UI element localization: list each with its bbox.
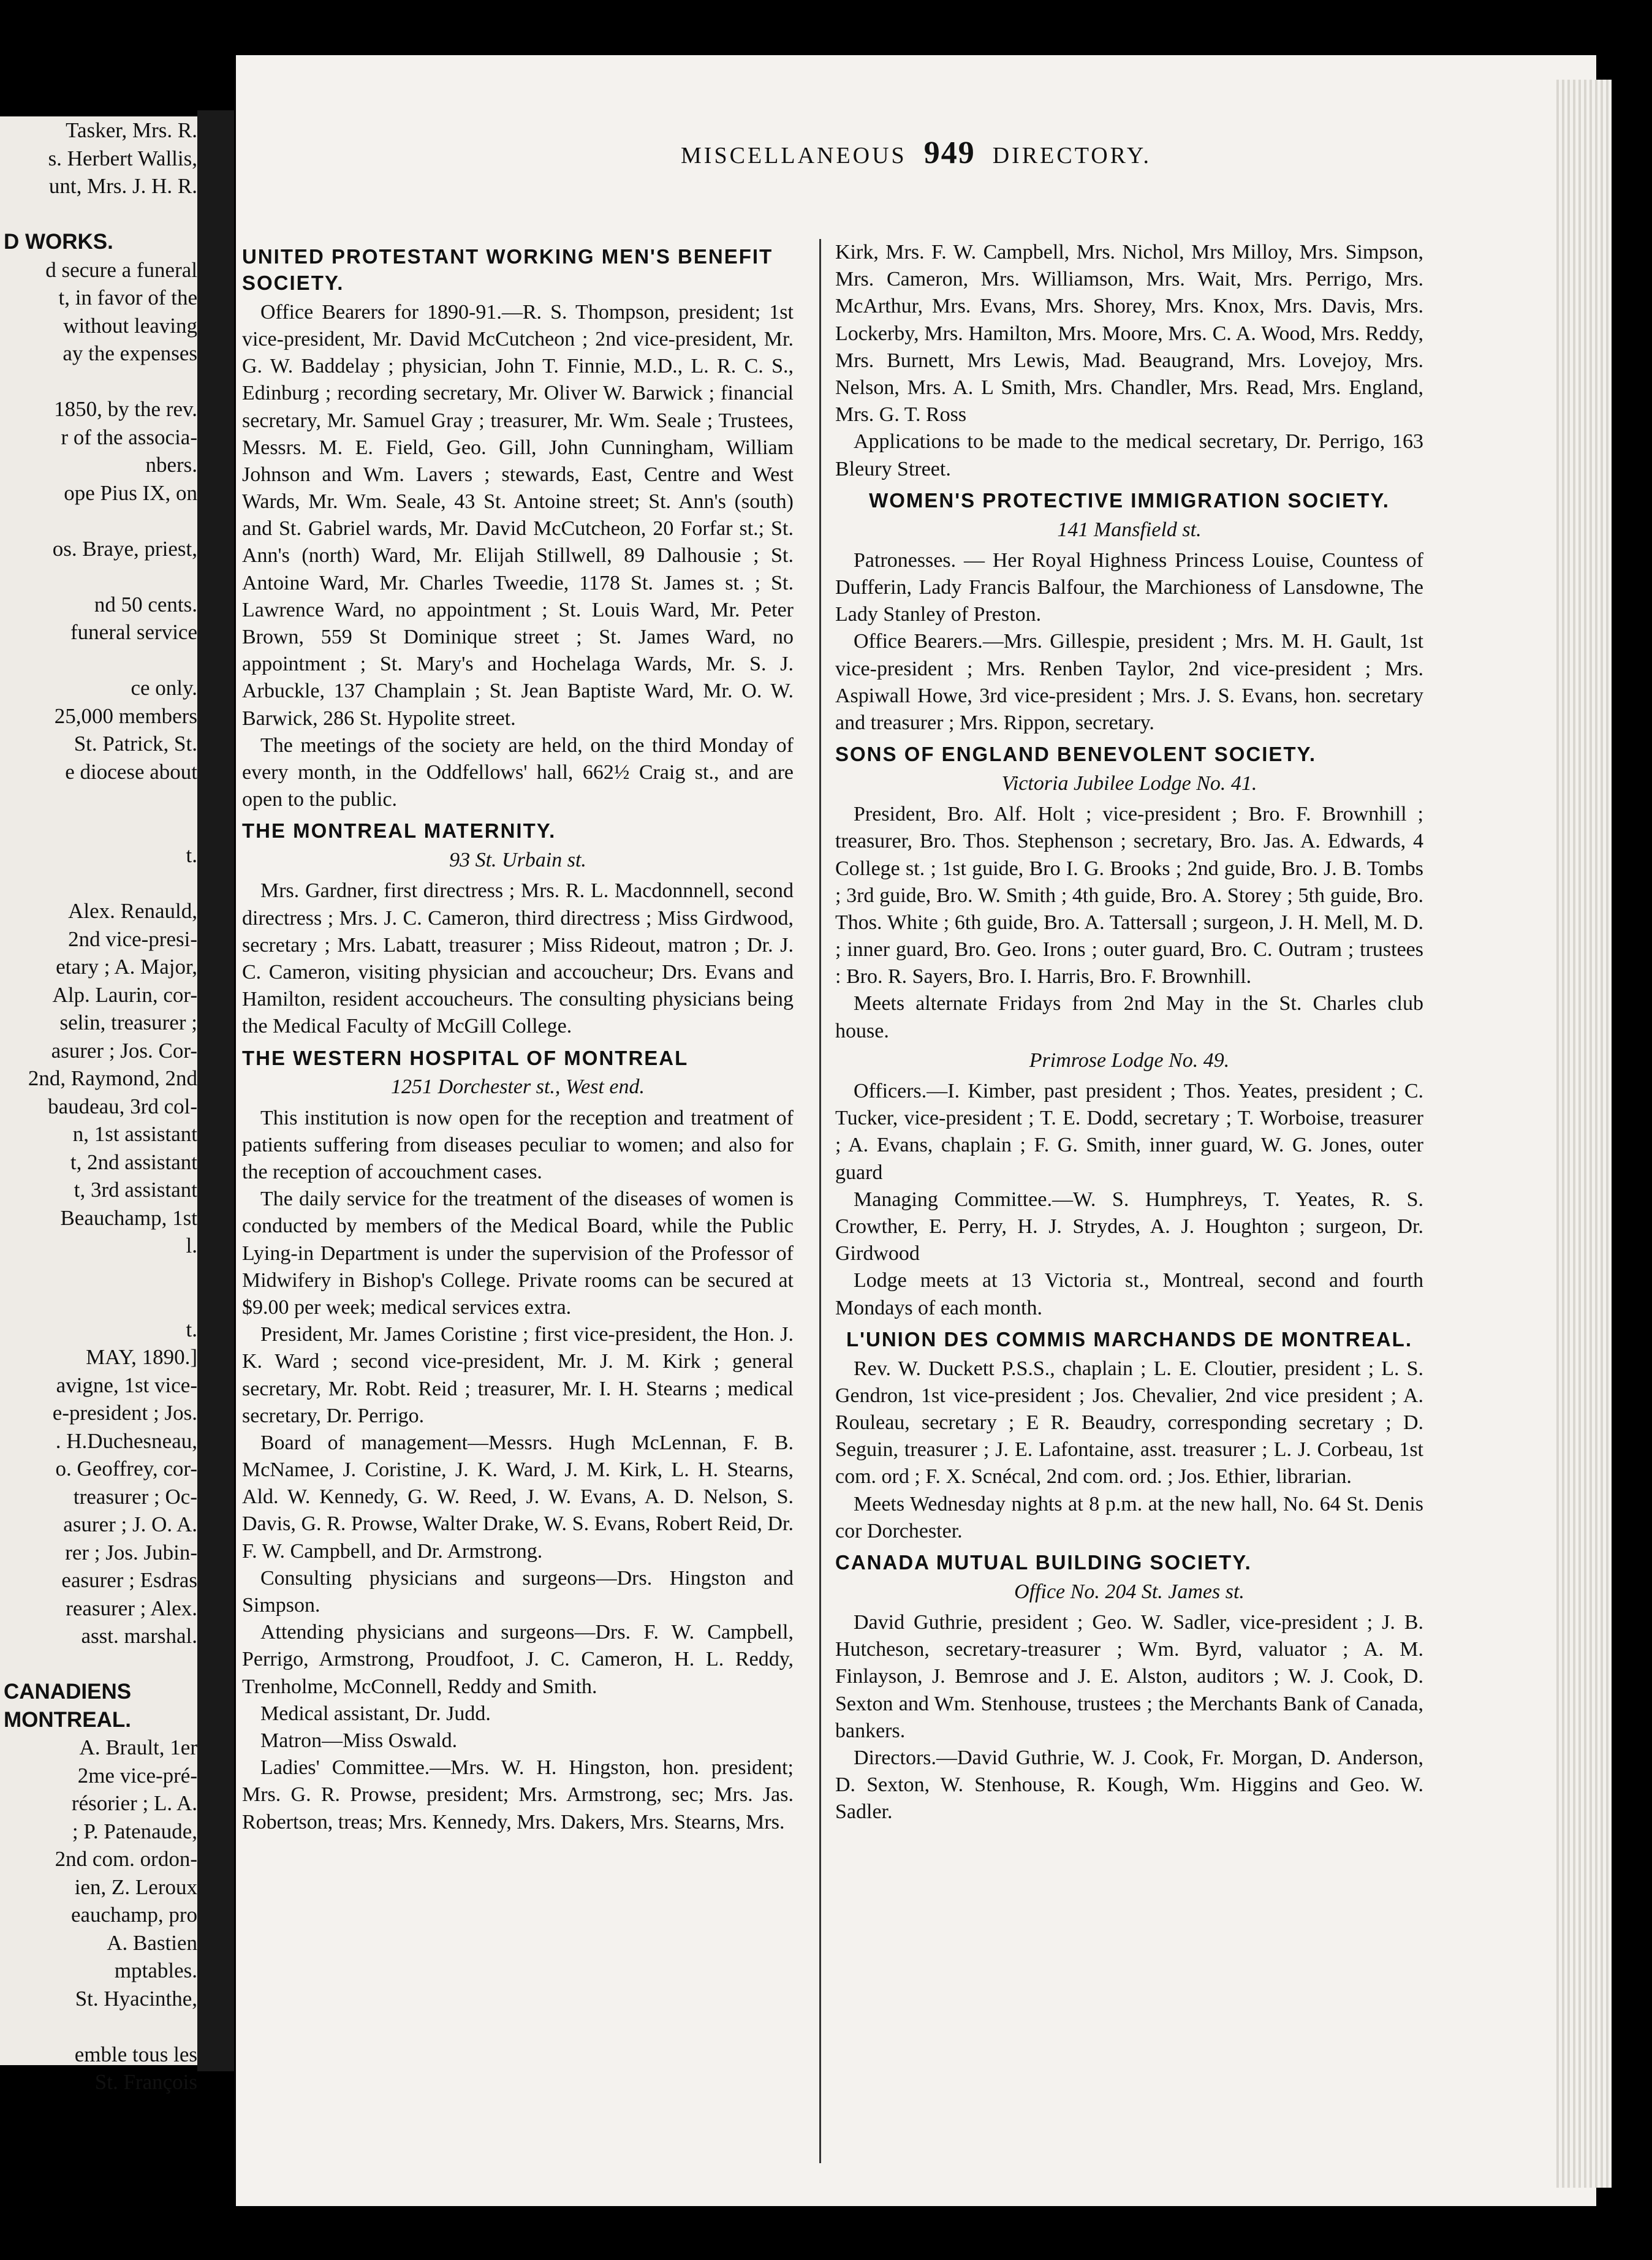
facing-page-line: asurer ; Jos. Cor-: [51, 1038, 197, 1063]
facing-page-line: emble tous les: [74, 2042, 197, 2066]
header-right: DIRECTORY.: [992, 143, 1151, 169]
section-heading: L'UNION DES COMMIS MARCHANDS DE MONTREAL.: [846, 1327, 1412, 1351]
facing-page-line: asurer ; J. O. A.: [63, 1512, 197, 1536]
facing-page-line: nbers.: [145, 453, 197, 477]
facing-page-line: 2nd vice-presi-: [68, 927, 197, 951]
facing-page-line: nd 50 cents.: [94, 592, 197, 616]
facing-page-line: . H.Duchesneau,: [55, 1428, 197, 1453]
entry-paragraph: President, Mr. James Coristine ; first vice-president, the Hon. J. K. Ward ; second vice-president, Mr. J. M. Kirk ; general secretary, Mr. Robt. Reid ; treasurer, Mr. I. H. Stearns ; medical secretary, Dr. Perrigo.: [242, 1323, 794, 1427]
entry-paragraph: Patronesses. — Her Royal Highness Princess Louise, Countess of Dufferin, Lady Francis Balfour, the Marchioness of Lansdowne, The Lady Stanley of Preston.: [835, 548, 1423, 626]
facing-page-line: without leaving: [63, 313, 197, 338]
facing-page-line: [4, 368, 197, 396]
running-header: [236, 135, 1596, 171]
facing-page-line: ien, Z. Leroux: [74, 1875, 197, 1899]
facing-page-line: n, 1st assistant: [72, 1122, 197, 1146]
facing-page-line: d secure a funeral: [45, 257, 197, 282]
entry-paragraph: Lodge meets at 13 Victoria st., Montreal, second and fourth Mondays of each month.: [835, 1269, 1423, 1319]
facing-page-line: baudeau, 3rd col-: [48, 1094, 197, 1118]
facing-page-line: ay the expenses: [63, 341, 197, 365]
facing-page-line: os. Braye, priest,: [52, 536, 197, 561]
facing-page-line: treasurer ; Oc-: [73, 1484, 197, 1509]
facing-page-line: t, in favor of the: [58, 286, 197, 309]
facing-page-line: Tasker, Mrs. R.: [66, 118, 197, 142]
header-left: MISCELLANEOUS: [681, 143, 907, 169]
facing-page-line: MONTREAL.: [4, 1707, 132, 1732]
facing-page-line: [4, 200, 197, 229]
facing-page-line: [4, 563, 197, 591]
facing-page-line: 2me vice-pré-: [77, 1763, 197, 1788]
entry-paragraph: The meetings of the society are held, on the third Monday of every month, in the Oddfellows' hall, 662½ Craig st., and are open to the public.: [242, 734, 794, 811]
facing-page-line: St. Hyacinthe,: [75, 1986, 197, 2011]
entry-paragraph: Kirk, Mrs. F. W. Campbell, Mrs. Nichol, Mrs Milloy, Mrs. Simpson, Mrs. Cameron, Mrs. Williamson, Mrs. Wait, Mrs. Perrigo, Mrs. McArthur, Mrs. Evans, Mrs. Shorey, Mrs. Knox, Mrs. Davis, Mrs. Lockerby, Mrs. Hamilton, Mrs. Moore, Mrs. C. A. Wood, Mrs. Reddy, Mrs. Burnett, Mrs Lewis, Mad. Beaugrand, Mrs. Lovejoy, Mrs. Nelson, Mrs. A. L Smith, Mrs. Chandler, Mrs. Read, Mrs. England, Mrs. G. T. Ross: [835, 241, 1423, 427]
facing-page-line: o. Geoffrey, cor-: [55, 1457, 197, 1481]
facing-page-line: A. Bastien: [107, 1930, 197, 1955]
section-address: Primrose Lodge No. 49.: [1029, 1048, 1230, 1072]
facing-page-line: avigne, 1st vice-: [56, 1373, 197, 1397]
facing-page-line: reasurer ; Alex.: [66, 1596, 197, 1620]
section-address: Victoria Jubilee Lodge No. 41.: [1001, 772, 1257, 795]
facing-page-line: funeral service: [70, 620, 197, 644]
facing-page-line: r of the associa-: [61, 425, 197, 449]
facing-page-line: easurer ; Esdras: [61, 1568, 197, 1592]
facing-page-line: e-president ; Jos.: [52, 1401, 197, 1425]
column-left: [242, 239, 794, 1836]
entry-paragraph: The daily service for the treatment of the diseases of women is conducted by members of the Medical Board, while the Public Lying-in Department is under the supervision of the Professor of Midwifery in Bishop's College. Private rooms can be secured at $9.00 per week; medical services extra.: [242, 1188, 794, 1319]
entry-paragraph: This institution is now open for the reception and treatment of patients suffering from diseases peculiar to women; and also for the reception of accouchment cases.: [242, 1106, 794, 1183]
entry-paragraph: David Guthrie, president ; Geo. W. Sadler, vice-president ; J. B. Hutcheson, secretary-treasurer ; Wm. Byrd, valuator ; A. M. Finlayson, J. Bemrose and J. E. Alston, auditors ; W. J. Cook, D. Sexton and Wm. Stenhouse, trustees ; the Merchants Bank of Canada, bankers.: [835, 1611, 1423, 1742]
directory-page: [236, 55, 1596, 2206]
facing-page-line: St. Patrick, St.: [74, 732, 197, 756]
facing-page-line: [4, 1650, 197, 1678]
entry-paragraph: Rev. W. Duckett P.S.S., chaplain ; L. E. Cloutier, president ; L. S. Gendron, 1st vice-president ; Jos. Chevalier, 2nd vice president ; A. Rouleau, secretary ; E R. Beaudry, corresponding secretary ; D. Seguin, treasurer ; J. E. Lafontaine, asst. treasurer ; L. J. Corbeau, 1st com. ord ; F. X. Scnécal, 2nd com. ord. ; Jos. Ethier, librarian.: [835, 1357, 1423, 1488]
facing-page-text: [4, 116, 197, 2096]
section-heading: SONS OF ENGLAND BENEVOLENT SOCIETY.: [835, 743, 1317, 766]
facing-page-line: D WORKS.: [4, 230, 113, 254]
entry-paragraph: Applications to be made to the medical secretary, Dr. Perrigo, 163 Bleury Street.: [835, 430, 1423, 480]
facing-page-line: [4, 2012, 197, 2041]
entry-paragraph: Attending physicians and surgeons—Drs. F. W. Campbell, Perrigo, Armstrong, Proudfoot, J. C. Cameron, H. L. Reddy, Trenholme, McConnell, Reddy and Smith.: [242, 1621, 794, 1698]
entry-paragraph: Matron—Miss Oswald.: [260, 1729, 458, 1752]
section-address: 141 Mansfield st.: [1057, 518, 1202, 541]
entry-paragraph: Consulting physicians and surgeons—Drs. Hingston and Simpson.: [242, 1566, 794, 1617]
facing-page-line: 25,000 members: [54, 703, 197, 728]
section-heading: WOMEN'S PROTECTIVE IMMIGRATION SOCIETY.: [869, 488, 1390, 512]
facing-page-line: CANADIENS: [4, 1680, 132, 1704]
entry-paragraph: Meets alternate Fridays from 2nd May in the St. Charles club house.: [835, 992, 1423, 1042]
section-address: 1251 Dorchester st., West end.: [391, 1075, 645, 1099]
facing-page-line: [4, 870, 197, 898]
entry-paragraph: Office Bearers.—Mrs. Gillespie, president ; Mrs. M. H. Gault, 1st vice-president ; Mrs. Renben Taylor, 2nd vice-president ; Mrs. Aspiwall Howe, 3rd vice-president ; Mrs. J. S. Evans, hon. secretary and treasurer ; Mrs. Rippon, secretary.: [835, 630, 1423, 734]
facing-page-line: [4, 507, 197, 535]
section-heading: UNITED PROTESTANT WORKING MEN'S BENEFIT SOCIETY.: [242, 245, 773, 294]
entry-paragraph: Mrs. Gardner, first directress ; Mrs. R. L. Macdonnnell, second directress ; Mrs. J. C. Cameron, third directress ; Miss Girdwood, secretary ; Mrs. Labatt, treasurer ; Miss Rideout, matron ; Dr. J. C. Cameron, visiting physician and accoucheur; Drs. Evans and Hamilton, resident accoucheurs. The consulting physicians being the Medical Faculty of McGill College.: [242, 879, 794, 1038]
facing-page-line: Alp. Laurin, cor-: [52, 982, 197, 1007]
entry-paragraph: Officers.—I. Kimber, past president ; Thos. Yeates, president ; C. Tucker, vice-president ; T. E. Dodd, secretary ; T. Worboise, treasurer ; A. Evans, chaplain ; F. G. Smith, inner guard, W. G. Jones, outer guard: [835, 1080, 1423, 1184]
facing-page-line: [4, 814, 197, 842]
facing-page-line: Beauchamp, 1st: [60, 1205, 197, 1230]
entry-paragraph: Managing Committee.—W. S. Humphreys, T. Yeates, R. S. Crowther, E. Perry, H. J. Strydes, A. J. Houghton ; surgeon, Dr. Girdwood: [835, 1188, 1423, 1265]
column-divider: [819, 239, 821, 2163]
column-right: [835, 239, 1423, 1826]
facing-page-line: 2nd, Raymond, 2nd: [28, 1066, 197, 1090]
facing-page-line: t, 2nd assistant: [70, 1150, 197, 1174]
entry-paragraph: Directors.—David Guthrie, W. J. Cook, Fr. Morgan, D. Anderson, D. Sexton, W. Stenhouse, R. Kough, Wm. Higgins and Geo. W. Sadler.: [835, 1746, 1423, 1824]
facing-page-line: ce only.: [131, 676, 197, 700]
entry-paragraph: Medical assistant, Dr. Judd.: [260, 1702, 491, 1725]
facing-page-line: l.: [186, 1234, 197, 1257]
entry-paragraph: Board of management—Messrs. Hugh McLennan, F. B. McNamee, J. Coristine, J. K. Ward, J. M. Kirk, L. H. Stearns, Ald. W. Kennedy, G. W. Reed, J. W. Evans, A. D. Nelson, S. Davis, G. R. Prowse, Walter Drake, W. S. Evans, Robert Reid, Dr. F. W. Campbell, and Dr. Armstrong.: [242, 1431, 794, 1563]
entry-paragraph: Ladies' Committee.—Mrs. W. H. Hingston, hon. president; Mrs. G. R. Prowse, president; Mrs. Armstrong, sec; Mrs. Jas. Robertson, treas; Mrs. Kennedy, Mrs. Dakers, Mrs. Stearns, Mrs.: [242, 1756, 794, 1833]
section-heading: CANADA MUTUAL BUILDING SOCIETY.: [835, 1550, 1252, 1574]
facing-page-line: [4, 1287, 197, 1316]
facing-page-line: eauchamp, pro: [70, 1903, 197, 1927]
facing-page-line: [4, 647, 197, 675]
page-edges: [1556, 80, 1612, 2188]
facing-page-line: [4, 1260, 197, 1288]
section-heading: THE WESTERN HOSPITAL OF MONTREAL: [242, 1046, 689, 1069]
facing-page-line: résorier ; L. A.: [71, 1791, 197, 1815]
facing-page-line: ope Pius IX, on: [64, 480, 197, 505]
facing-page-line: mptables.: [114, 1959, 197, 1982]
facing-page-line: A. Brault, 1er: [79, 1735, 197, 1759]
section-address: 93 St. Urbain st.: [449, 849, 586, 872]
entry-paragraph: Office Bearers for 1890-91.—R. S. Thompson, president; 1st vice-president, Mr. David McCutcheon ; 2nd vice-president, Mr. G. W. Baddelay ; physician, John T. Finnie, M.D., L. R. C. S., Edinburg ; recording secretary, Mr. Oliver W. Barwick ; financial secretary, Mr. Samuel Gray ; treasurer, Mr. Wm. Seale ; Trustees, Messrs. M. E. Field, Geo. Gill, John Cunningham, William Johnson and Wm. Lavers ; stewards, East, Centre and West Wards, Mr. Wm. Seale, 43 St. Antoine street; St. Ann's (south) and St. Gabriel wards, Mr. David McCutcheon, 20 Forfar st.; St. Ann's (north) Ward, Mr. Elijah Stillwell, 89 Dalhousie ; St. Antoine Ward, Mr. Charles Tweedie, 1178 St. James st. ; St. Lawrence Ward, no appointment ; St. Louis Ward, Mr. Peter Brown, 559 St Dominique street ; St. James Ward, no appointment ; St. Mary's and Hochelaga Wards, Mr. S. J. Arbuckle, 137 Champlain ; St. Jean Baptiste Ward, Mr. O. W. Barwick, 286 St. Hypolite street.: [242, 300, 794, 730]
page-number: 949: [923, 135, 976, 170]
facing-page-line: asst. marshal.: [81, 1624, 197, 1648]
facing-page-line: etary ; A. Major,: [56, 955, 197, 979]
facing-page-line: e diocese about: [65, 759, 197, 784]
facing-page-line: selin, treasurer ;: [59, 1011, 197, 1034]
book-gutter: [197, 110, 234, 2071]
section-address: Office No. 204 St. James st.: [1014, 1580, 1245, 1603]
facing-page-line: ; P. Patenaude,: [72, 1819, 197, 1843]
facing-page-line: Alex. Renauld,: [68, 899, 197, 923]
facing-page-line: t, 3rd assistant: [74, 1178, 197, 1202]
facing-page-line: [4, 786, 197, 814]
facing-page-line: unt, Mrs. J. H. R.: [48, 174, 197, 198]
facing-page-line: t.: [186, 843, 197, 867]
section-heading: THE MONTREAL MATERNITY.: [242, 819, 556, 843]
facing-page-line: 2nd com. ordon-: [55, 1847, 197, 1871]
facing-page-line: MAY, 1890.]: [86, 1345, 197, 1369]
facing-page-line: t.: [186, 1317, 197, 1341]
entry-paragraph: Meets Wednesday nights at 8 p.m. at the new hall, No. 64 St. Denis cor Dorchester.: [835, 1492, 1423, 1542]
facing-page-line: rer ; Jos. Jubin-: [65, 1540, 197, 1564]
facing-page-fragment: [0, 116, 197, 2094]
facing-page-line: 1850, by the rev.: [54, 397, 197, 421]
facing-page-line: s. Herbert Wallis,: [48, 146, 197, 170]
facing-page-line: St. François: [94, 2070, 197, 2094]
entry-paragraph: President, Bro. Alf. Holt ; vice-president ; Bro. F. Brownhill ; treasurer, Bro. Thos. Stephenson ; secretary, Bro. Jas. A. Edwards, 4 College st. ; 1st guide, Bro I. G. Brooks ; 2nd guide, Bro. J. B. Tombs ; 3rd guide, Bro. W. Smith ; 4th guide, Bro. A. Storey ; 5th guide, Bro. Thos. White ; 6th guide, Bro. A. Tattersall ; surgeon, J. H. Mell, M. D. ; inner guard, Bro. Geo. Irons ; outer guard, Bro. C. Outram ; trustees : Bro. R. Sayers, Bro. I. Harris, Bro. F. Brownhill.: [835, 803, 1423, 988]
